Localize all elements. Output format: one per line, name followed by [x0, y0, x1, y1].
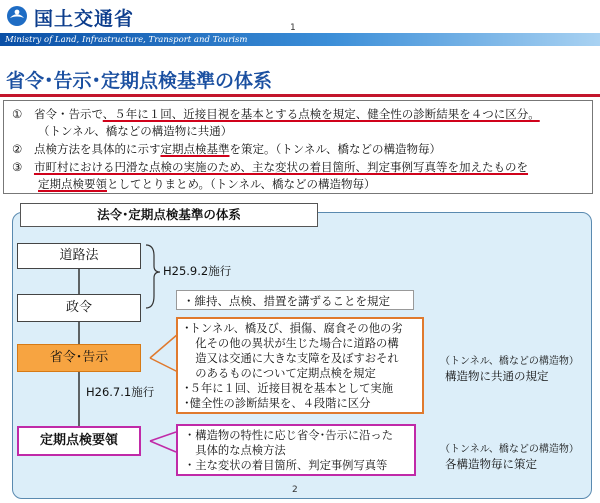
box-road-act: 道路法 [17, 243, 141, 269]
callout1-line-4: のあるものについて定期点検を規定 [184, 367, 376, 380]
side-label-2-caption: （トンネル、橋などの構造物） [440, 444, 579, 455]
panel-title: 法令･定期点検基準の体系 [20, 203, 318, 227]
note-3-emphasis: 定期点検要領 [38, 177, 107, 191]
callout1-line-1: ･トンネル、橋及び、損傷、腐食その他の劣 [184, 322, 403, 335]
callout2-line-1: ・構造物の特性に応じ省令･告示に沿った [184, 429, 393, 442]
note-2-lead: 点検方法を具体的に示す [33, 142, 161, 156]
enforcement-date-h26: H26.7.1施行 [86, 385, 155, 399]
box-inspection-manual: 定期点検要領 [17, 426, 141, 456]
note-3-marker: ③ [12, 160, 23, 174]
note-1-scope: （トンネル、橋などの構造物に共通） [38, 124, 233, 138]
callout2-line-2: 具体的な点検方法 [184, 444, 286, 457]
ministry-name-en: Ministry of Land, Infrastructure, Transport and Tourism [5, 35, 248, 45]
note-1-marker: ① [12, 107, 23, 121]
callout1-line-2: 化その他の異状が生じた場合に道路の構 [184, 337, 399, 350]
ministry-name-jp: 国土交通省 [34, 8, 135, 30]
note-1-lead: 省令・告示で [33, 107, 103, 121]
page-title: 省令･告示･定期点検基準の体系 [6, 70, 273, 92]
note-2-emphasis: 定期点検基準 [160, 142, 230, 156]
callout2-line-3: ・主な変状の着目箇所、判定事例写真等 [184, 459, 388, 472]
note-1-emphasis: 、５年に１回、近接目視を基本とする点検を規定、健全性の診断結果を４つに区分。 [102, 107, 540, 121]
page-number-bottom: 2 [292, 485, 298, 495]
note-3-lead: 市町村における円滑な点検の実施のため、主な変状の着目箇所、判定事例写真等を加えたものを [33, 160, 529, 174]
order-note-text: ・維持、点検、措置を講ずることを規定 [183, 294, 390, 308]
side-label-1-caption: （トンネル、橋などの構造物） [440, 356, 579, 367]
order-note-box [176, 290, 414, 310]
ministerial-callout [176, 317, 424, 414]
note-2-marker: ② [12, 142, 23, 156]
manual-callout [176, 424, 416, 476]
callout1-line-3: 造又は交通に大きな支障を及ぼすおそれ [184, 352, 399, 365]
side-label-1-main: 構造物に共通の規定 [445, 369, 549, 383]
side-label-2-main: 各構造物毎に策定 [445, 457, 537, 471]
callout1-line-6: ･健全性の診断結果を、４段階に区分 [184, 397, 371, 410]
box-ministerial-ordinance: 省令･告示 [17, 344, 141, 372]
page-number-top: 1 [290, 23, 296, 33]
box-cabinet-order: 政令 [17, 294, 141, 322]
enforcement-date-h25: H25.9.2施行 [163, 264, 232, 278]
note-3-tail: としてとりまとめ。（トンネル、橋などの構造物毎） [107, 177, 376, 191]
callout1-line-5: ･５年に１回、近接目視を基本として実施 [184, 382, 393, 395]
note-2-tail: を策定。（トンネル、橋などの構造物毎） [229, 142, 441, 156]
